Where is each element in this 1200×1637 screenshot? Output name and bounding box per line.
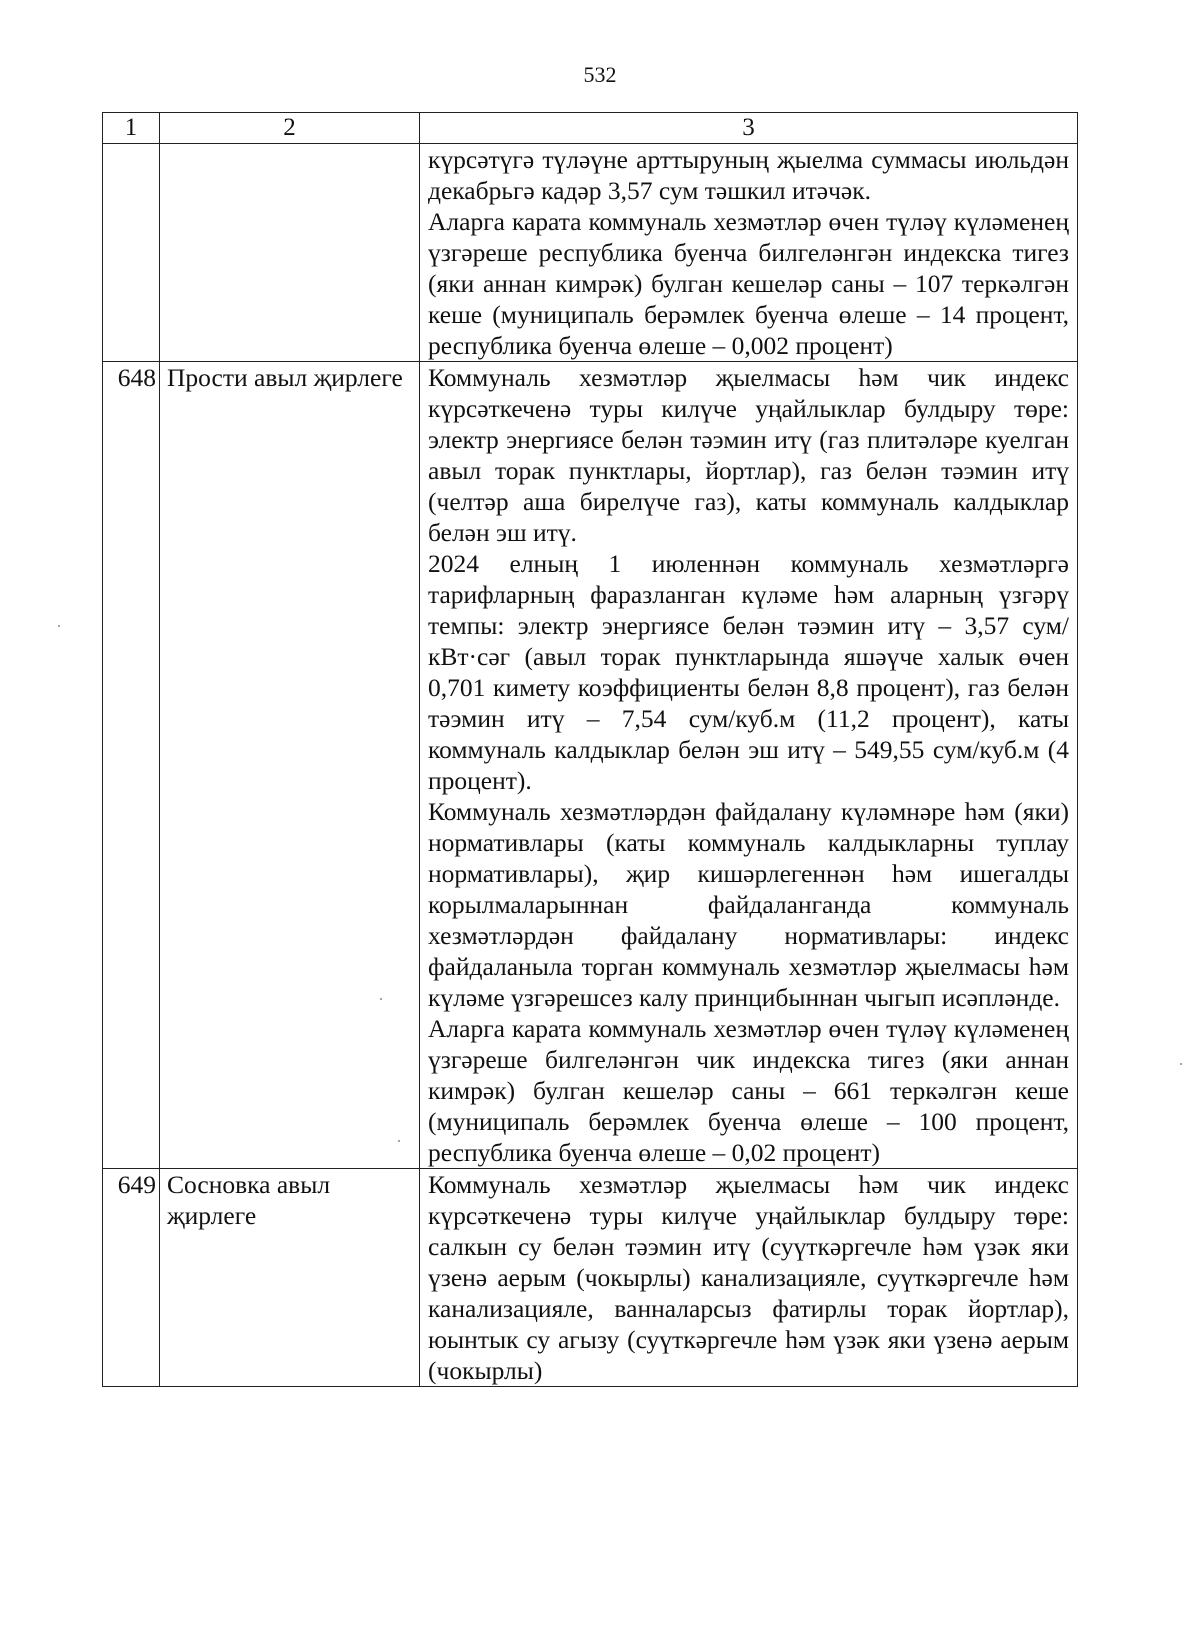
- settlement-name: Сосновка авыл җирлеге: [160, 1169, 420, 1387]
- row-number: [103, 144, 160, 362]
- header-col-2: 2: [160, 113, 420, 144]
- table-row: [103, 144, 1078, 362]
- row-number: 649: [103, 1169, 160, 1387]
- description-paragraph: күрсәтүгә түләүне арттыруның җыелма суммасы июльдән декабрьгә кадәр 3,57 сум тәшкил итәчәк.: [428, 145, 1069, 205]
- description-paragraph: Аларга карата коммуналь хезмәтләр өчен түләү күләменең үзгәреше республика буенча билгеләнгән индекска тигез (яки аннан кимрәк) булган кешеләр саны – 107 теркәлгән кеше (муниципаль берәмлек буенча өлеше – 14 процент, республика буенча өлеше – 0,002 процент): [428, 207, 1069, 360]
- description-cell: [420, 1169, 1078, 1387]
- header-col-1: 1: [103, 113, 160, 144]
- header-col-3: 3: [420, 113, 1078, 144]
- description-paragraph: Коммуналь хезмәтләр җыелмасы һәм чик индекс күрсәткеченә туры килүче уңайлыклар булдыру төре: электр энергиясе белән тәэмин итү (газ плитәләре куелган авыл торак пунктлары, йортлар), газ белән тәэмин итү (челтәр аша бирелүче газ), каты коммуналь калдыклар белән эш итү.: [428, 363, 1069, 547]
- description-paragraph: 2024 елның 1 июленнән коммуналь хезмәтләргә тарифларның фаразланган күләме һәм аларның үзгәрү темпы: электр энергиясе белән тәэмин итү – 3,57 сум/кВт·сәг (авыл торак пунктларында яшәүче халык өчен 0,701 кимету коэффициенты белән 8,8 процент), газ белән тәэмин итү – 7,54 сум/куб.м (11,2 процент), каты коммуналь калдыклар белән эш итү – 549,55 сум/куб.м (4 процент).: [428, 549, 1069, 795]
- row-number: 648: [103, 362, 160, 1169]
- table-row: [103, 362, 1078, 1169]
- description-cell: [420, 144, 1078, 362]
- description-cell: [420, 362, 1078, 1169]
- settlement-name: [160, 144, 420, 362]
- table-row: [103, 1169, 1078, 1387]
- description-paragraph: Коммуналь хезмәтләр җыелмасы һәм чик индекс күрсәткеченә туры килүче уңайлыклар булдыру төре: салкын су белән тәэмин итү (суүткәргечле һәм үзәк яки үзенә аерым (чокырлы) канализацияле, суүткәргечле һәм канализацияле, ванналарсыз фатирлы торак йортлар), юынтык су агызу (суүткәргечле һәм үзәк яки үзенә аерым (чокырлы): [428, 1170, 1069, 1385]
- page-number: 532: [583, 62, 617, 87]
- description-paragraph: Аларга карата коммуналь хезмәтләр өчен түләү күләменең үзгәреше билгеләнгән чик индекска тигез (яки аннан кимрәк) булган кешеләр саны – 661 теркәлгән кеше (муниципаль берәмлек буенча өлеше – 100 процент, республика буенча өлеше – 0,02 процент): [428, 1014, 1069, 1167]
- description-paragraph: Коммуналь хезмәтләрдән файдалану күләмнәре һәм (яки) нормативлары (каты коммуналь калдыкларны туплау нормативлары), җир кишәрлегеннән һәм ишегалды корылмаларыннан файдаланганда коммуналь хезмәтләрдән файдалану нормативлары: индекс файдаланыла торган коммуналь хезмәтләр җыелмасы һәм күләме үзгәрешсез калу принцибыннан чыгып исәпләнде.: [428, 797, 1069, 1012]
- settlement-name: Прости авыл җирлеге: [160, 362, 420, 1169]
- municipal-services-table: [102, 112, 1078, 1387]
- table-header-row: [103, 113, 1078, 144]
